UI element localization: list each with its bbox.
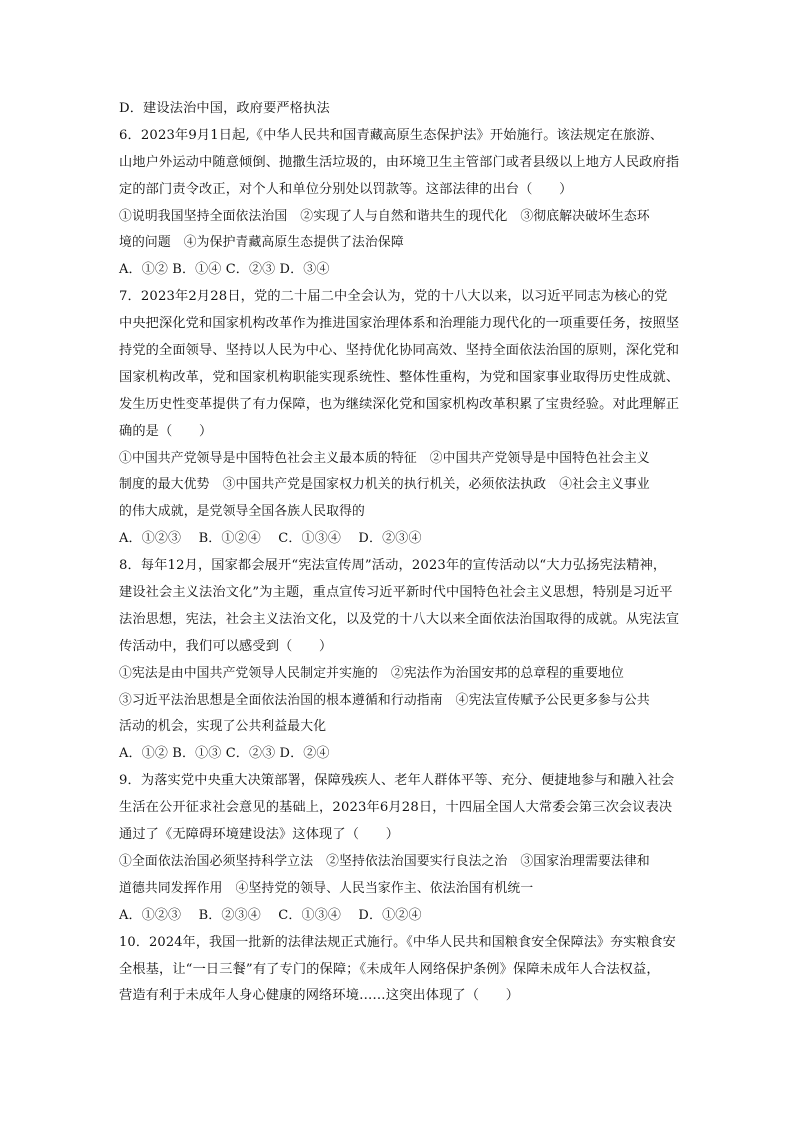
question-7-stem: 发生历史性变革提供了有力保障，也为继续深化党和国家机构改革积累了宝贵经验。对此理解正 bbox=[119, 396, 680, 412]
question-10-stem: 10．2024年，我国一批新的法律法规正式施行。《中华人民共和国粮食安全保障法》夯实粮食安 bbox=[119, 934, 676, 950]
question-7-statements: ①中国共产党领导是中国特色社会主义最本质的特征 ②中国共产党领导是中国特色社会主义 bbox=[119, 450, 650, 466]
question-6-statements: 境的问题 ④为保护青藏高原生态提供了法治保障 bbox=[119, 235, 404, 251]
question-8-stem: 传活动中，我们可以感受到（ ） bbox=[119, 638, 333, 654]
question-7-stem: 确的是（ ） bbox=[119, 423, 213, 439]
question-9-stem: 9．为落实党中央重大决策部署，保障残疾人、老年人群体平等、充分、便捷地参与和融入社会 bbox=[119, 773, 675, 789]
question-9-stem: 生活在公开征求社会意见的基础上，2023年6月28日，十四届全国人大常委会第三次会议表决 bbox=[119, 800, 673, 816]
question-8-stem: 8．每年12月，国家都会展开“宪法宣传周”活动，2023年的宣传活动以“大力弘扬宪法精神， bbox=[119, 558, 667, 574]
question-9-options: A．①②③ B．②③④ C．①③④ D．①②④ bbox=[119, 907, 422, 923]
question-8-stem: 建设社会主义法治文化”为主题，重点宣传习近平新时代中国特色社会主义思想，特别是习近平 bbox=[119, 585, 673, 601]
question-text-block bbox=[119, 96, 679, 1010]
question-7-stem: 持党的全面领导、坚持以人民为中心、坚持优化协同高效、坚持全面依法治国的原则，深化党和 bbox=[119, 343, 680, 359]
question-8-stem: 法治思想，宪法，社会主义法治文化，以及党的十八大以来全面依法治国取得的成就。从宪法宣 bbox=[119, 611, 680, 627]
question-6-options: A．①② B．①④ C．②③ D．③④ bbox=[119, 262, 330, 278]
question-7-statements: 的伟大成就，是党领导全国各族人民取得的 bbox=[119, 504, 365, 520]
question-6-stem: 山地户外运动中随意倾倒、抛撒生活垃圾的，由环境卫生主管部门或者县级以上地方人民政府指 bbox=[119, 154, 680, 170]
question-9-stem: 通过了《无障碍环境建设法》这体现了（ ） bbox=[119, 827, 400, 843]
question-8-statements: 活动的机会，实现了公共利益最大化 bbox=[119, 719, 327, 735]
question-6-stem: 6．2023年9月1日起,《中华人民共和国青藏高原生态保护法》开始施行。该法规定在旅游、 bbox=[119, 127, 664, 143]
question-8-statements: ①宪法是由中国共产党领导人民制定并实施的 ②宪法作为治国安邦的总章程的重要地位 bbox=[119, 665, 624, 681]
question-7-stem: 中央把深化党和国家机构改革作为推进国家治理体系和治理能力现代化的一项重要任务，按照坚 bbox=[119, 316, 680, 332]
question-8-options: A．①② B．①③ C．②③ D．②④ bbox=[119, 746, 330, 762]
question-6-stem: 定的部门责令改正，对个人和单位分别处以罚款等。这部法律的出台（ ） bbox=[119, 181, 573, 197]
question-9-statements: 道德共同发挥作用 ④坚持党的领导、人民当家作主、依法治国有机统一 bbox=[119, 880, 534, 896]
question-7-statements: 制度的最大优势 ③中国共产党是国家权力机关的执行机关，必须依法执政 ④社会主义事业 bbox=[119, 477, 650, 493]
question-6-statements: ①说明我国坚持全面依法治国 ②实现了人与自然和谐共生的现代化 ③彻底解决破坏生态环 bbox=[119, 208, 650, 224]
question-7-stem: 7．2023年2月28日，党的二十届二中全会认为，党的十八大以来，以习近平同志为核心的党 bbox=[119, 289, 668, 305]
question-10-stem: 营造有利于未成年人身心健康的网络环境……这突出体现了（ ） bbox=[119, 988, 520, 1004]
question-7-options: A．①②③ B．①②④ C．①③④ D．②③④ bbox=[119, 531, 422, 547]
question-8-statements: ③习近平法治思想是全面依法治国的根本遵循和行动指南 ④宪法宣传赋予公民更多参与公共 bbox=[119, 692, 650, 708]
question-9-statements: ①全面依法治国必须坚持科学立法 ②坚持依法治国要实行良法之治 ③国家治理需要法律和 bbox=[119, 853, 650, 869]
question-10-stem: 全根基，让“一日三餐”有了专门的保障；《未成年人网络保护条例》保障未成年人合法权益， bbox=[119, 961, 660, 977]
question-7-stem: 国家机构改革，党和国家机构职能实现系统性、整体性重构，为党和国家事业取得历史性成就、 bbox=[119, 369, 680, 385]
option-d-q5: D．建设法治中国，政府要严格执法 bbox=[119, 101, 330, 116]
